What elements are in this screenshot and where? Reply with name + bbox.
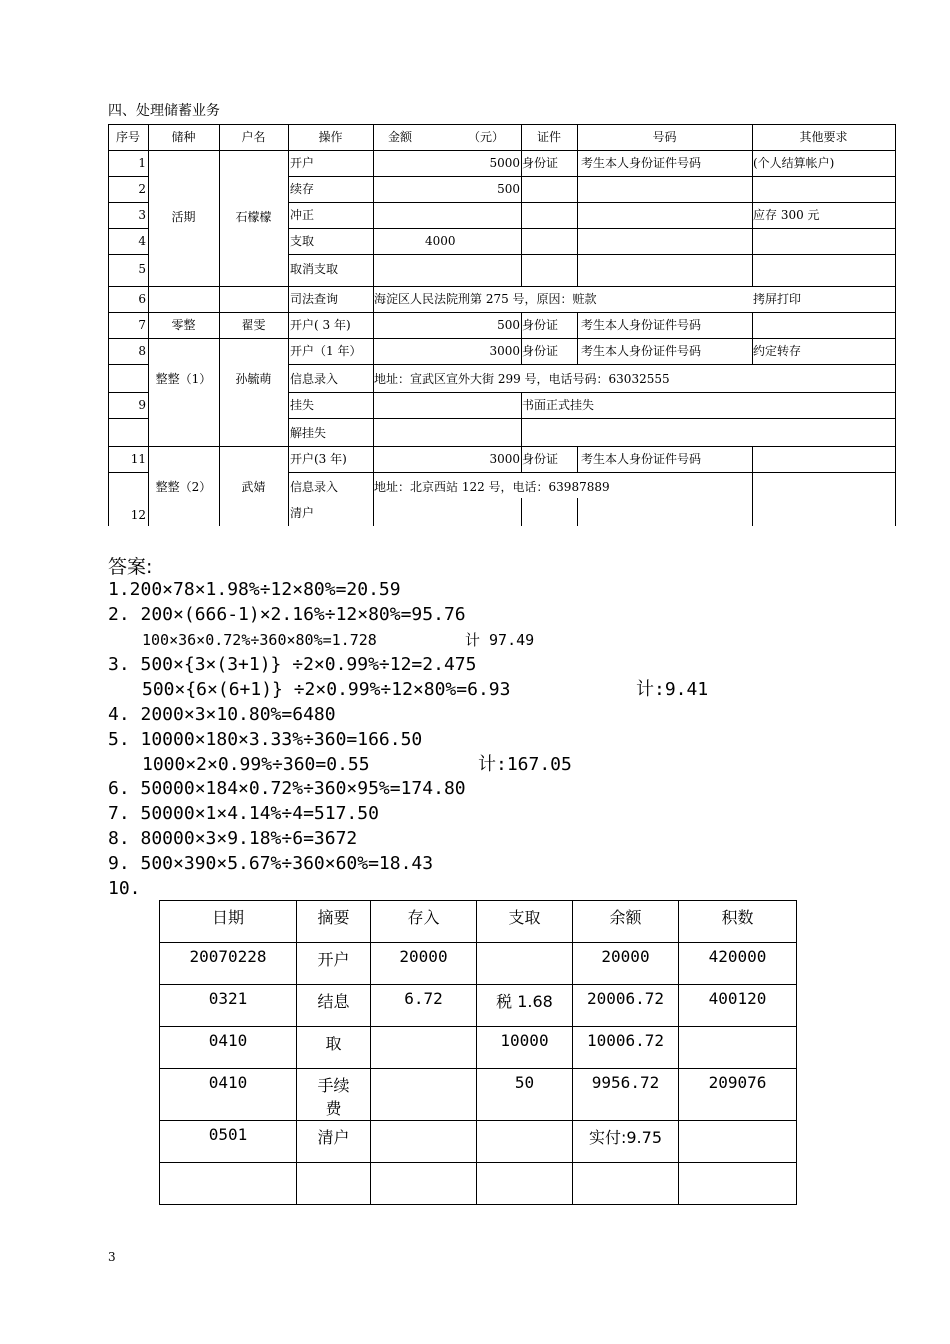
group-name-fixed-1: 孙毓萌 xyxy=(235,372,272,386)
answer-line: 5. 10000×180×3.33%÷360=166.50 xyxy=(108,729,423,750)
header-unit: （元） xyxy=(468,130,505,144)
savings-task-table xyxy=(108,124,896,526)
row-no: 3 xyxy=(138,208,146,222)
row-amount: 3000 xyxy=(489,452,520,466)
answer-line: 2. 200×(666-1)×2.16%÷12×80%=95.76 xyxy=(108,604,466,625)
answer-line: 100×36×0.72%÷360×80%=1.728 xyxy=(142,631,377,649)
ledger-cell: 10000 xyxy=(477,1027,573,1069)
grid-line xyxy=(108,418,148,419)
ledger-cell xyxy=(160,1163,297,1205)
group-type-installment: 零整 xyxy=(171,318,196,332)
row-no: 2 xyxy=(138,182,146,196)
ledger-cell xyxy=(477,1121,573,1163)
answer-line: 7. 50000×1×4.14%÷4=517.50 xyxy=(108,803,379,824)
grid-line xyxy=(108,472,148,473)
ledger-header: 日期 xyxy=(160,901,297,943)
row-operation: 取消支取 xyxy=(290,262,339,276)
row-amount: 地址：北京西站 122 号，电话：63987889 xyxy=(374,480,610,494)
row-operation: 续存 xyxy=(290,182,315,196)
row-id: 身份证 xyxy=(522,452,559,466)
row-operation: 挂失 xyxy=(290,398,315,412)
ledger-cell: 手续费 xyxy=(297,1069,371,1121)
row-no: 5 xyxy=(138,262,146,276)
row-no: 11 xyxy=(130,452,146,466)
row-no: 1 xyxy=(138,156,146,170)
ledger-row xyxy=(160,1163,797,1205)
answer-line: 1000×2×0.99%÷360=0.55 xyxy=(142,754,370,775)
ledger-cell: 10006.72 xyxy=(573,1027,679,1069)
row-amount: 500 xyxy=(497,318,520,332)
ledger-header: 余额 xyxy=(573,901,679,943)
ledger-cell: 20006.72 xyxy=(573,985,679,1027)
row-id: 书面正式挂失 xyxy=(522,398,595,412)
ledger-cell xyxy=(679,1027,797,1069)
row-other: 应存 300 元 xyxy=(753,208,820,222)
ledger-header: 摘要 xyxy=(297,901,371,943)
ledger-cell: 0501 xyxy=(160,1121,297,1163)
row-amount: 5000 xyxy=(489,156,520,170)
row-operation: 信息录入 xyxy=(290,372,339,386)
ledger-row xyxy=(160,943,797,985)
ledger-cell: 开户 xyxy=(297,943,371,985)
row-no: 9 xyxy=(138,398,146,412)
grid-line xyxy=(752,446,753,472)
ledger-cell: 420000 xyxy=(679,943,797,985)
group-type-current: 活期 xyxy=(171,210,196,224)
answer-line: 8. 80000×3×9.18%÷6=3672 xyxy=(108,828,358,849)
grid-line xyxy=(288,228,896,229)
row-operation: 冲正 xyxy=(290,208,315,222)
row-number: 考生本人身份证件号码 xyxy=(581,344,702,358)
answer-line: 500×{6×(6+1)} ÷2×0.99%÷12×80%=6.93 xyxy=(142,679,511,700)
row-other: 拷屏打印 xyxy=(753,292,802,306)
ledger-header: 积数 xyxy=(679,901,797,943)
row-amount: 500 xyxy=(497,182,520,196)
ledger-row xyxy=(160,1069,797,1121)
grid-line xyxy=(288,124,289,526)
ledger-cell: 20000 xyxy=(371,943,477,985)
ledger-cell: 结息 xyxy=(297,985,371,1027)
ledger-cell: 0410 xyxy=(160,1069,297,1121)
ledger-cell: 6.72 xyxy=(371,985,477,1027)
row-number: 考生本人身份证件号码 xyxy=(581,318,702,332)
row-operation: 开户(3 年) xyxy=(290,452,347,466)
ledger-cell: 清户 xyxy=(297,1121,371,1163)
grid-line xyxy=(108,254,148,255)
ledger-row xyxy=(160,1121,797,1163)
row-number: 考生本人身份证件号码 xyxy=(581,452,702,466)
ledger-cell: 9956.72 xyxy=(573,1069,679,1121)
ledger-cell xyxy=(371,1069,477,1121)
row-number: 考生本人身份证件号码 xyxy=(581,156,702,170)
answer-total: 计:9.41 xyxy=(636,679,709,700)
header-type: 储种 xyxy=(171,130,196,144)
header-id: 证件 xyxy=(536,130,561,144)
ledger-cell xyxy=(477,943,573,985)
row-amount: 4000 xyxy=(425,234,456,248)
row-no: 4 xyxy=(138,234,146,248)
ledger-cell xyxy=(371,1027,477,1069)
row-amount: 地址：宣武区宣外大街 299 号，电话号码：63032555 xyxy=(374,372,670,386)
row-id: 身份证 xyxy=(522,156,559,170)
ledger-cell xyxy=(679,1121,797,1163)
ledger-cell xyxy=(477,1163,573,1205)
account-ledger-table xyxy=(159,900,797,1205)
grid-line xyxy=(521,498,522,526)
group-name-current: 石檬檬 xyxy=(235,210,272,224)
section-title: 四、处理储蓄业务 xyxy=(108,103,220,119)
ledger-row xyxy=(160,985,797,1027)
answer-line: 9. 500×390×5.67%÷360×60%=18.43 xyxy=(108,853,434,874)
ledger-header: 支取 xyxy=(477,901,573,943)
answer-total: 计:167.05 xyxy=(478,754,572,775)
row-other: (个人结算帐户) xyxy=(753,156,835,170)
header-amount: 金额 xyxy=(388,130,413,144)
ledger-cell xyxy=(371,1121,477,1163)
grid-line xyxy=(752,472,753,526)
grid-line xyxy=(288,254,896,255)
ledger-cell: 取 xyxy=(297,1027,371,1069)
row-operation: 解挂失 xyxy=(290,426,327,440)
answer-total: 计 97.49 xyxy=(465,631,535,649)
grid-line xyxy=(895,124,896,526)
row-operation: 司法查询 xyxy=(290,292,339,306)
row-id: 身份证 xyxy=(522,318,559,332)
group-name-fixed-2: 武婧 xyxy=(241,480,266,494)
grid-line xyxy=(108,364,148,365)
row-operation: 支取 xyxy=(290,234,315,248)
row-no: 12 xyxy=(130,508,146,522)
ledger-cell xyxy=(371,1163,477,1205)
row-operation: 信息录入 xyxy=(290,480,339,494)
row-no: 8 xyxy=(138,344,146,358)
page-number: 3 xyxy=(108,1250,116,1264)
ledger-cell xyxy=(297,1163,371,1205)
header-operation: 操作 xyxy=(318,130,343,144)
row-id: 身份证 xyxy=(522,344,559,358)
ledger-row xyxy=(160,1027,797,1069)
ledger-cell: 0410 xyxy=(160,1027,297,1069)
row-operation: 清户 xyxy=(290,506,315,520)
answer-line: 6. 50000×184×0.72%÷360×95%=174.80 xyxy=(108,778,466,799)
ledger-cell: 20000 xyxy=(573,943,679,985)
row-operation: 开户（1 年） xyxy=(290,344,362,358)
ledger-cell xyxy=(679,1163,797,1205)
ledger-header: 存入 xyxy=(371,901,477,943)
row-no: 6 xyxy=(138,292,146,306)
ledger-cell: 400120 xyxy=(679,985,797,1027)
group-type-fixed-2: 整整（2） xyxy=(155,480,212,494)
grid-line xyxy=(577,312,578,364)
ledger-cell: 209076 xyxy=(679,1069,797,1121)
header-other: 其他要求 xyxy=(799,130,848,144)
ledger-cell: 税 1.68 xyxy=(477,985,573,1027)
row-operation: 开户 xyxy=(290,156,315,170)
grid-line xyxy=(577,498,578,526)
header-name: 户名 xyxy=(241,130,266,144)
answer-line: 10. xyxy=(108,878,141,899)
ledger-cell: 50 xyxy=(477,1069,573,1121)
answer-line: 4. 2000×3×10.80%=6480 xyxy=(108,704,336,725)
ledger-cell: 0321 xyxy=(160,985,297,1027)
ledger-cell: 20070228 xyxy=(160,943,297,985)
answer-line: 3. 500×{3×(3+1)} ÷2×0.99%÷12=2.475 xyxy=(108,654,477,675)
ledger-cell: 实付:9.75 xyxy=(573,1121,679,1163)
ledger-cell xyxy=(573,1163,679,1205)
row-other: 约定转存 xyxy=(753,344,802,358)
grid-line xyxy=(288,472,896,473)
answers-heading: 答案: xyxy=(108,556,153,578)
grid-line xyxy=(288,418,896,419)
row-no: 7 xyxy=(138,318,146,332)
row-amount: 海淀区人民法院刑第 275 号，原因：赃款 xyxy=(374,292,597,306)
grid-line xyxy=(288,364,896,365)
group-type-fixed-1: 整整（1） xyxy=(155,372,212,386)
group-name-installment: 翟雯 xyxy=(241,318,266,332)
header-no: 序号 xyxy=(115,130,140,144)
grid-line xyxy=(577,446,578,472)
answer-line: 1.200×78×1.98%÷12×80%=20.59 xyxy=(108,579,401,600)
header-number: 号码 xyxy=(652,130,677,144)
ledger-header-row xyxy=(160,901,797,943)
row-operation: 开户( 3 年) xyxy=(290,318,351,332)
row-amount: 3000 xyxy=(489,344,520,358)
